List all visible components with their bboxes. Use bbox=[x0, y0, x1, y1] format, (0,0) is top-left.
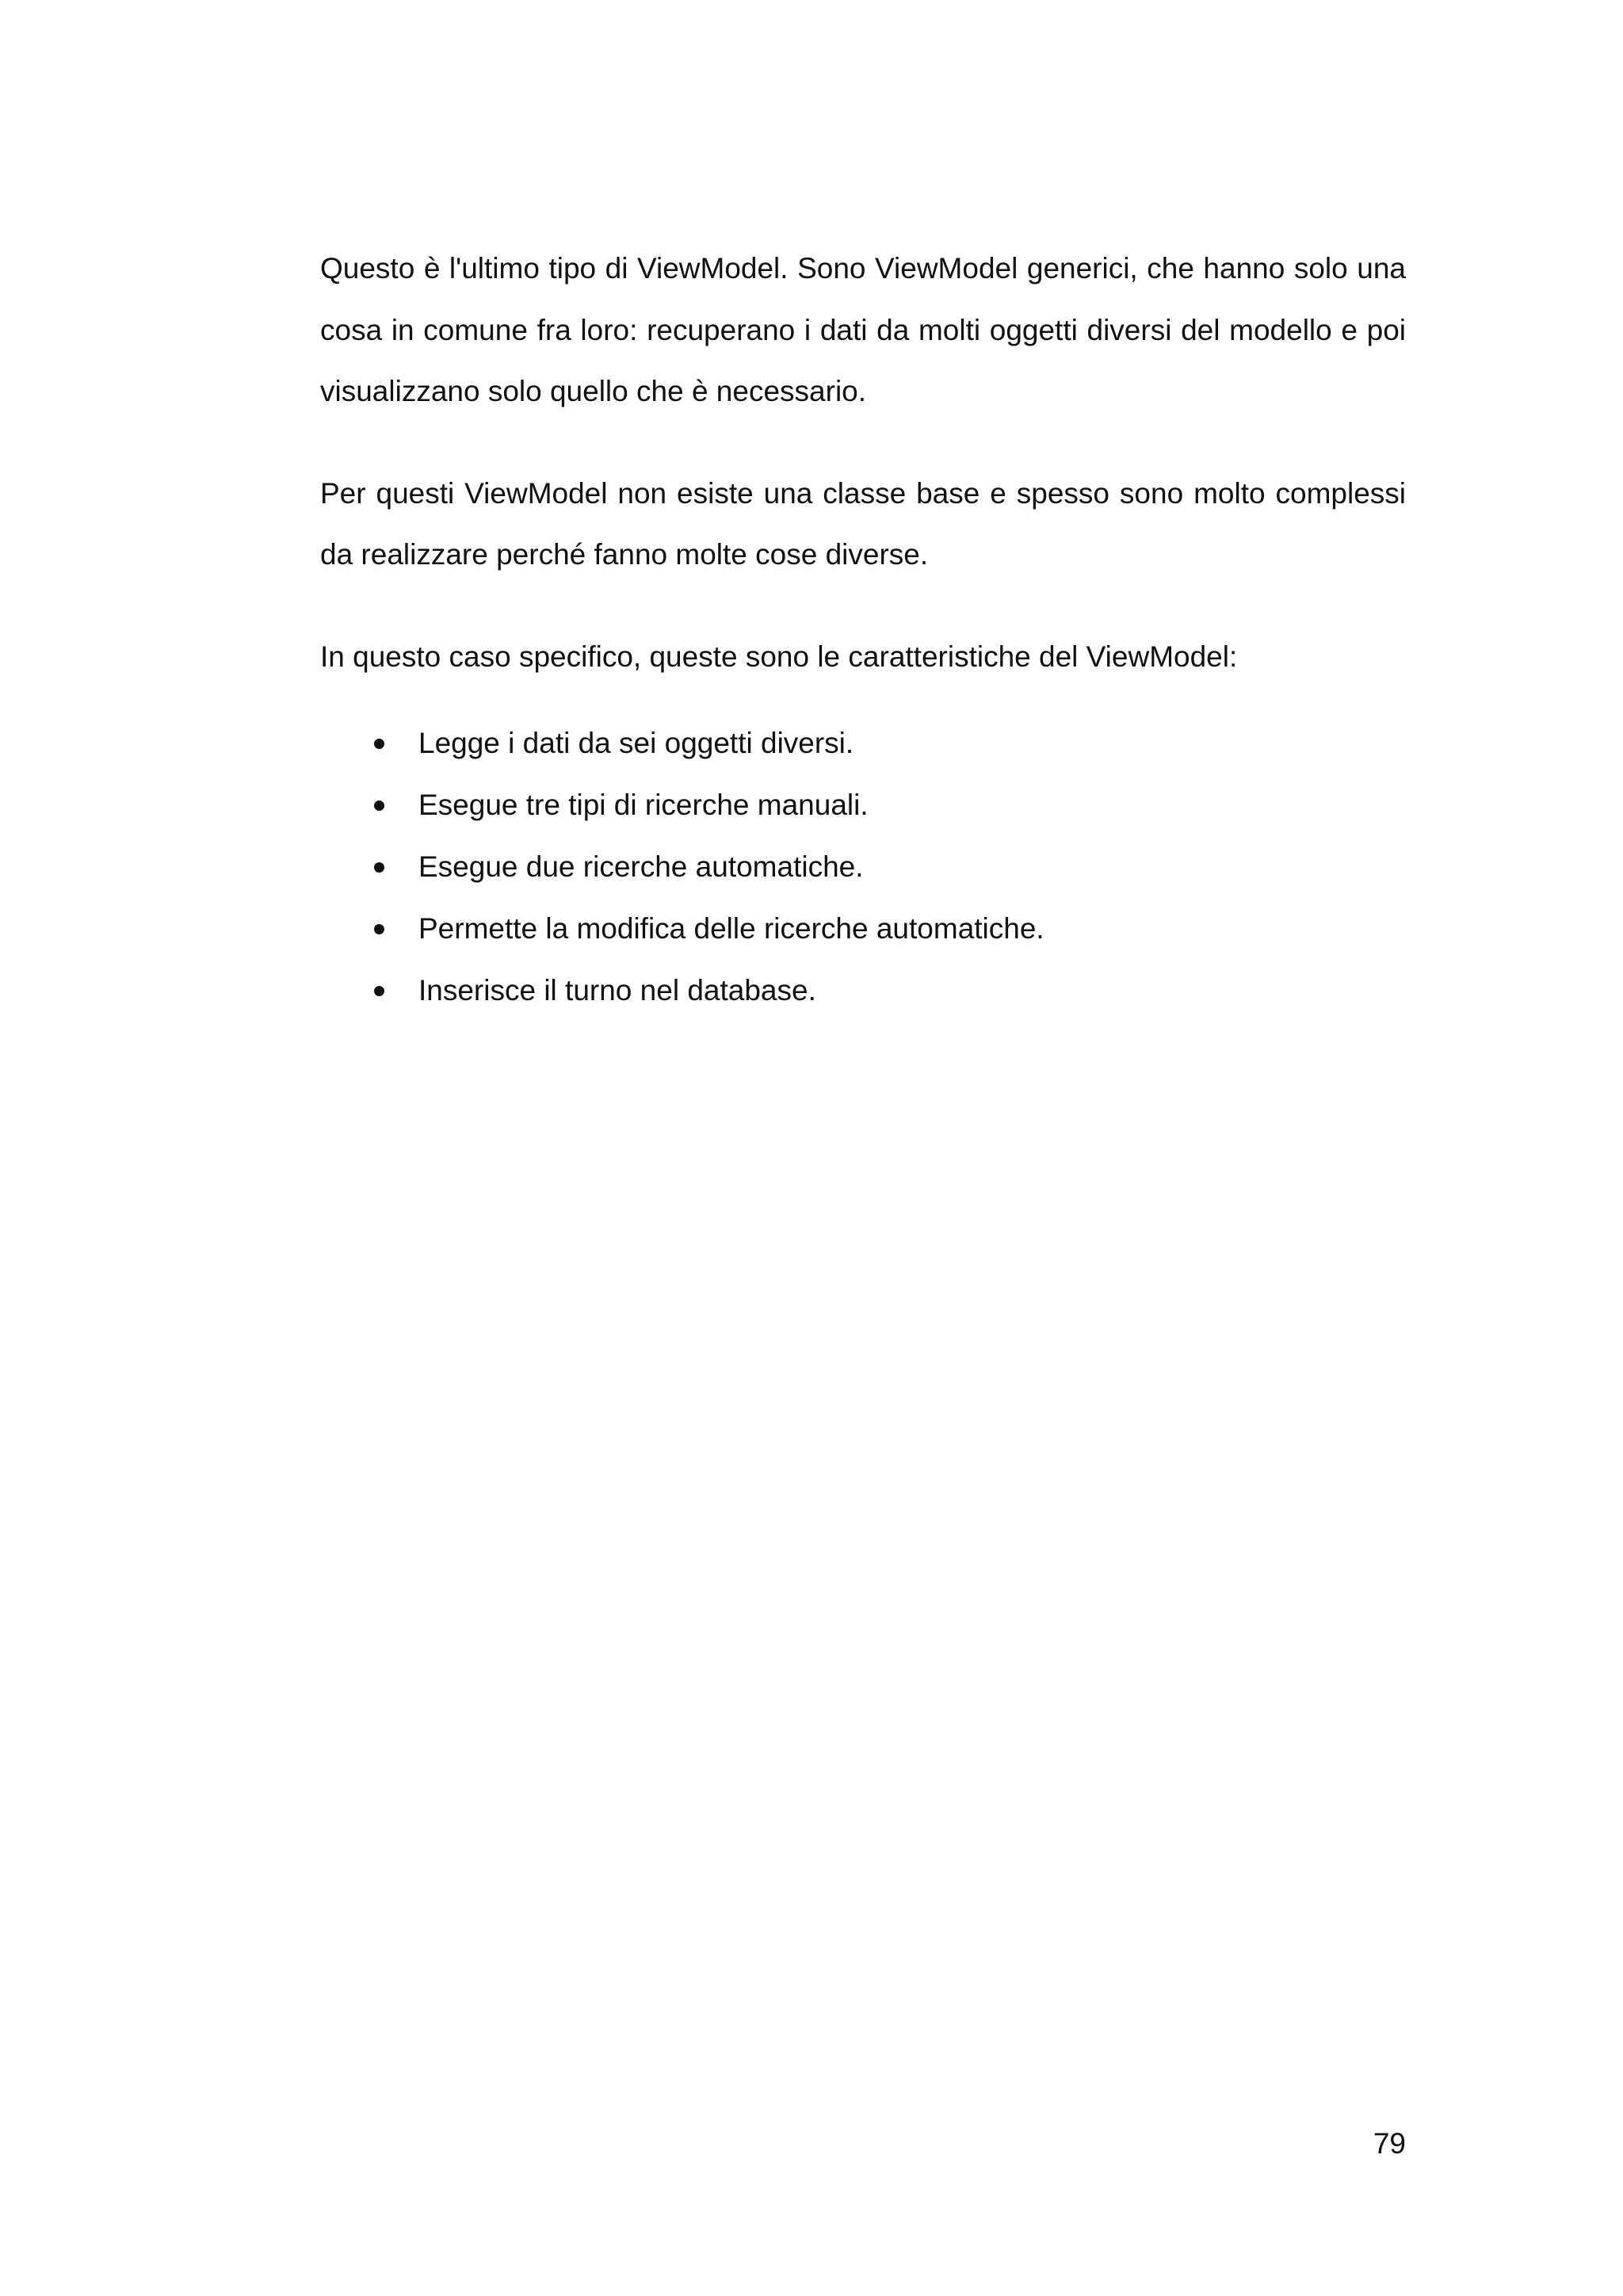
bullet-icon bbox=[374, 800, 384, 811]
list-item-text: Esegue tre tipi di ricerche manuali. bbox=[418, 789, 869, 821]
list-item-text: Esegue due ricerche automatiche. bbox=[418, 850, 864, 883]
characteristics-list bbox=[320, 712, 1406, 1022]
list-item-text: Legge i dati da sei oggetti diversi. bbox=[418, 727, 854, 759]
list-item-text: Inserisce il turno nel database. bbox=[418, 974, 816, 1007]
list-item bbox=[320, 836, 1406, 898]
list-item bbox=[320, 960, 1406, 1022]
page-body bbox=[320, 238, 1406, 1022]
paragraph-base-class: Per questi ViewModel non esiste una classe base e spesso sono molto complessi da realizzare perché fanno molte cose diverse. bbox=[320, 476, 1406, 571]
bullet-icon bbox=[374, 924, 384, 934]
list-item bbox=[320, 898, 1406, 960]
bullet-icon bbox=[374, 986, 384, 996]
list-item bbox=[320, 774, 1406, 836]
bullet-icon bbox=[374, 862, 384, 873]
paragraph-intro: Questo è l'ultimo tipo di ViewModel. Sono ViewModel generici, che hanno solo una cosa in comune fra loro: recuperano i dati da molti oggetti diversi del modello e poi visualizzano solo quello che è necessario. bbox=[320, 252, 1406, 407]
page-number: 79 bbox=[1373, 2127, 1406, 2160]
list-item bbox=[320, 712, 1406, 774]
bullet-icon bbox=[374, 739, 384, 749]
list-item-text: Permette la modifica delle ricerche automatiche. bbox=[418, 912, 1044, 945]
paragraph-characteristics: In questo caso specifico, queste sono le caratteristiche del ViewModel: bbox=[320, 640, 1238, 673]
